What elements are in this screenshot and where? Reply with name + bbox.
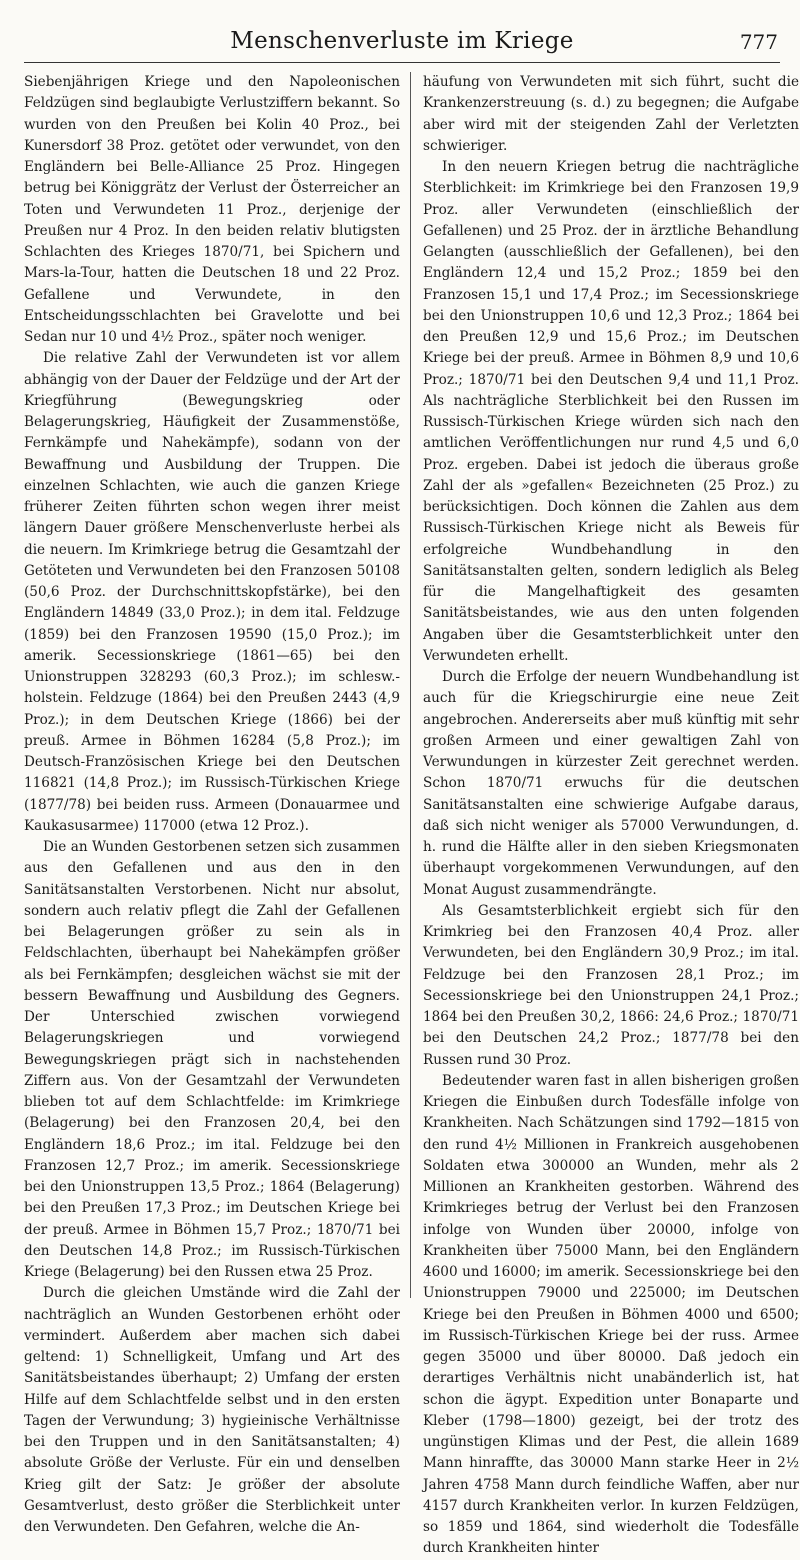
paragraph: Die relative Zahl der Verwundeten ist vor allem abhängig von der Dauer der Feldzüge und der Art der Kriegführung (Bewegungskrieg oder Belagerungskrieg, Häufigkeit der Zusammenstöße, Fernkämpfe und Nahekämpfe), sodann von der Bewaffnung und Ausbildung der Truppen. Die einzelnen Schlachten, wie auch die ganzen Kriege früherer Zeiten führten schon wegen ihrer meist längern Dauer größere Menschenverluste herbei als die neuern. Im Krimkriege betrug die Gesamtzahl der Getöteten und Verwundeten bei den Franzosen 50108 (50,6 Proz. der Durchschnittskopfstärke), bei den Engländern 14849 (33,0 Proz.); in dem ital. Feldzuge (1859) bei den Franzosen 19590 (15,0 Proz.); im amerik. Secessionskriege (1861—65) bei den Unionstruppen 328293 (60,3 Proz.); im schlesw.-holstein. Feldzuge (1864) bei den Preußen 2443 (4,9 Proz.); in dem Deutschen Kriege (1866) bei der preuß. Armee in Böhmen 16284 (5,8 Proz.); im Deutsch-Französischen Kriege bei den Deutschen 116821 (14,8 Proz.); im Russisch-Türkischen Kriege (1877/78) bei beiden russ. Armeen (Donauarmee und Kaukasusarmee) 117000 (etwa 12 Proz.).	[24, 350, 400, 834]
paragraph: In den neuern Kriegen betrug die nachträgliche Sterblichkeit: im Krimkriege bei den Franzosen 19,9 Proz. aller Verwundeten (einschließlich der Gefallenen) und 25 Proz. der in ärztliche Behandlung Gelangten (ausschließlich der Gefallenen), bei den Engländern 12,4 und 15,2 Proz.; 1859 bei den Franzosen 15,1 und 17,4 Proz.; im Secessionskriege bei den Unionstruppen 10,6 und 12,3 Proz.; 1864 bei den Preußen 12,9 und 15,6 Proz.; im Deutschen Kriege bei der preuß. Armee in Böhmen 8,9 und 10,6 Proz.; 1870/71 bei den Deutschen 9,4 und 11,1 Proz. Als nachträgliche Sterblichkeit bei den Russen im Russisch-Türkischen Kriege würden sich nach den amtlichen Veröffentlichungen nur rund 4,5 und 6,0 Proz. ergeben. Dabei ist jedoch die überaus große Zahl der als »gefallen« Bezeichneten (25 Proz.) zu berücksichtigen. Doch können die Zahlen aus dem Russisch-Türkischen Kriege nicht als Beweis für erfolgreiche Wundbehandlung in den Sanitätsanstalten gelten, sondern lediglich als Beleg für die Mangelhaftigkeit des gesamten Sanitätsbeistandes, wie aus den unten folgenden Angaben über die Gesamtsterblichkeit unter den Verwundeten erhellt.	[423, 159, 799, 664]
running-title: Menschenverluste im Kriege	[230, 28, 574, 54]
column-divider	[410, 72, 411, 1298]
page-number: 777	[739, 30, 778, 54]
paragraph: Die an Wunden Gestorbenen setzen sich zusammen aus den Gefallenen und aus den in den Sanitätsanstalten Verstorbenen. Nicht nur absolut, sondern auch relativ pflegt die Zahl der Gefallenen bei Belagerungen größer zu sein als in Feldschlachten, überhaupt bei Nahekämpfen größer als bei Fernkämpfen; desgleichen wächst sie mit der bessern Bewaffnung und Ausbildung des Gegners. Der Unterschied zwischen vorwiegend Belagerungskriegen und vorwiegend Bewegungskriegen prägt sich in nachstehenden Ziffern aus. Von der Gesamtzahl der Verwundeten blieben tot auf dem Schlachtfelde: im Krimkriege (Belagerung) bei den Franzosen 20,4, bei den Engländern 18,6 Proz.; im ital. Feldzuge bei den Franzosen 12,7 Proz.; im amerik. Secessionskriege bei den Unionstruppen 13,5 Proz.; 1864 (Belagerung) bei den Preußen 17,3 Proz.; im Deutschen Kriege bei der preuß. Armee in Böhmen 15,7 Proz.; 1870/71 bei den Deutschen 14,8 Proz.; im Russisch-Türkischen Kriege (Belagerung) bei den Russen etwa 25 Proz.	[24, 839, 400, 1280]
paragraph: Durch die Erfolge der neuern Wundbehandlung ist auch für die Kriegschirurgie eine neue Zeit angebrochen. Andererseits aber muß künftig mit sehr großen Armeen und einer gewaltigen Zahl von Verwundungen in kürzester Zeit gerechnet werden. Schon 1870/71 erwuchs für die deutschen Sanitätsanstalten eine schwierige Aufgabe daraus, daß sich nicht weniger als 57000 Verwundungen, d. h. rund die Hälfte aller in den sieben Kriegsmonaten überhaupt vorgekommenen Verwundungen, auf den Monat August zusammendrängte.	[423, 669, 799, 898]
paragraph: Als Gesamtsterblichkeit ergiebt sich für den Krimkrieg bei den Franzosen 40,4 Proz. aller Verwundeten, bei den Engländern 30,9 Proz.; im ital. Feldzuge bei den Franzosen 28,1 Proz.; im Secessionskriege bei den Unionstruppen 24,1 Proz.; 1864 bei den Preußen 30,2, 1866: 24,6 Proz.; 1870/71 bei den Deutschen 24,2 Proz.; 1877/78 bei den Russen rund 30 Proz.	[423, 902, 799, 1068]
left-column	[24, 72, 400, 1535]
paragraph: Siebenjährigen Kriege und den Napoleonischen Feldzügen sind beglaubigte Verlustziffern bekannt. So wurden von den Preußen bei Kolin 40 Proz., bei Kunersdorf 38 Proz. getötet oder verwundet, von den Engländern bei Belle-Alliance 25 Proz. Hingegen betrug bei Königgrätz der Verlust der Österreicher an Toten und Verwundeten 11 Proz., derjenige der Preußen nur 4 Proz. In den beiden relativ blutigsten Schlachten des Krieges 1870/71, bei Spichern und Mars-la-Tour, hatten die Deutschen 18 und 22 Proz. Gefallene und Verwundete, in den Entscheidungsschlachten bei Gravelotte und bei Sedan nur 10 und 4½ Proz., später noch weniger.	[24, 74, 400, 345]
paragraph: Durch die gleichen Umstände wird die Zahl der nachträglich an Wunden Gestorbenen erhöht oder vermindert. Außerdem aber machen sich dabei geltend: 1) Schnelligkeit, Umfang und Art des Sanitätsbeistandes überhaupt; 2) Umfang der ersten Hilfe auf dem Schlachtfelde selbst und in den ersten Tagen der Verwundung; 3) hygieinische Verhältnisse bei den Truppen und in den Sanitätsanstalten; 4) absolute Größe der Verluste. Für ein und denselben Krieg gilt der Satz: Je größer der absolute Gesamtverlust, desto größer die Sterblichkeit unter den Verwundeten. Den Gefahren, welche die An-	[24, 1285, 400, 1535]
page-header	[24, 22, 780, 63]
paragraph: häufung von Verwundeten mit sich führt, sucht die Krankenzerstreuung (s. d.) zu begegnen; die Aufgabe aber wird mit der steigenden Zahl der Verletzten schwieriger.	[423, 74, 799, 154]
paragraph: Bedeutender waren fast in allen bisherigen großen Kriegen die Einbußen durch Todesfälle infolge von Krankheiten. Nach Schätzungen sind 1792—1815 von den rund 4½ Millionen in Frankreich ausgehobenen Soldaten etwa 300000 an Wunden, mehr als 2 Millionen an Krankheiten gestorben. Während des Krimkrieges betrug der Verlust bei den Franzosen infolge von Wunden über 20000, infolge von Krankheiten über 75000 Mann, bei den Engländern 4600 und 16000; im amerik. Secessionskriege bei den Unionstruppen 79000 und 225000; im Deutschen Kriege bei den Preußen in Böhmen 4000 und 6500; im Russisch-Türkischen Kriege bei der russ. Armee gegen 35000 und über 80000. Daß jedoch ein derartiges Verhältnis nicht unabänderlich ist, hat schon die ägypt. Expedition unter Bonaparte und Kleber (1798—1800) gezeigt, bei der trotz des ungünstigen Klimas und der Pest, die allein 1689 Mann hinraffte, das 30000 Mann starke Heer in 2½ Jahren 4758 Mann durch feindliche Waffen, aber nur 4157 durch Krankheiten verlor. In kurzen Feldzügen, so 1859 und 1864, sind wiederholt die Todesfälle durch Krankheiten hinter	[423, 1072, 799, 1557]
right-column	[423, 72, 799, 1557]
